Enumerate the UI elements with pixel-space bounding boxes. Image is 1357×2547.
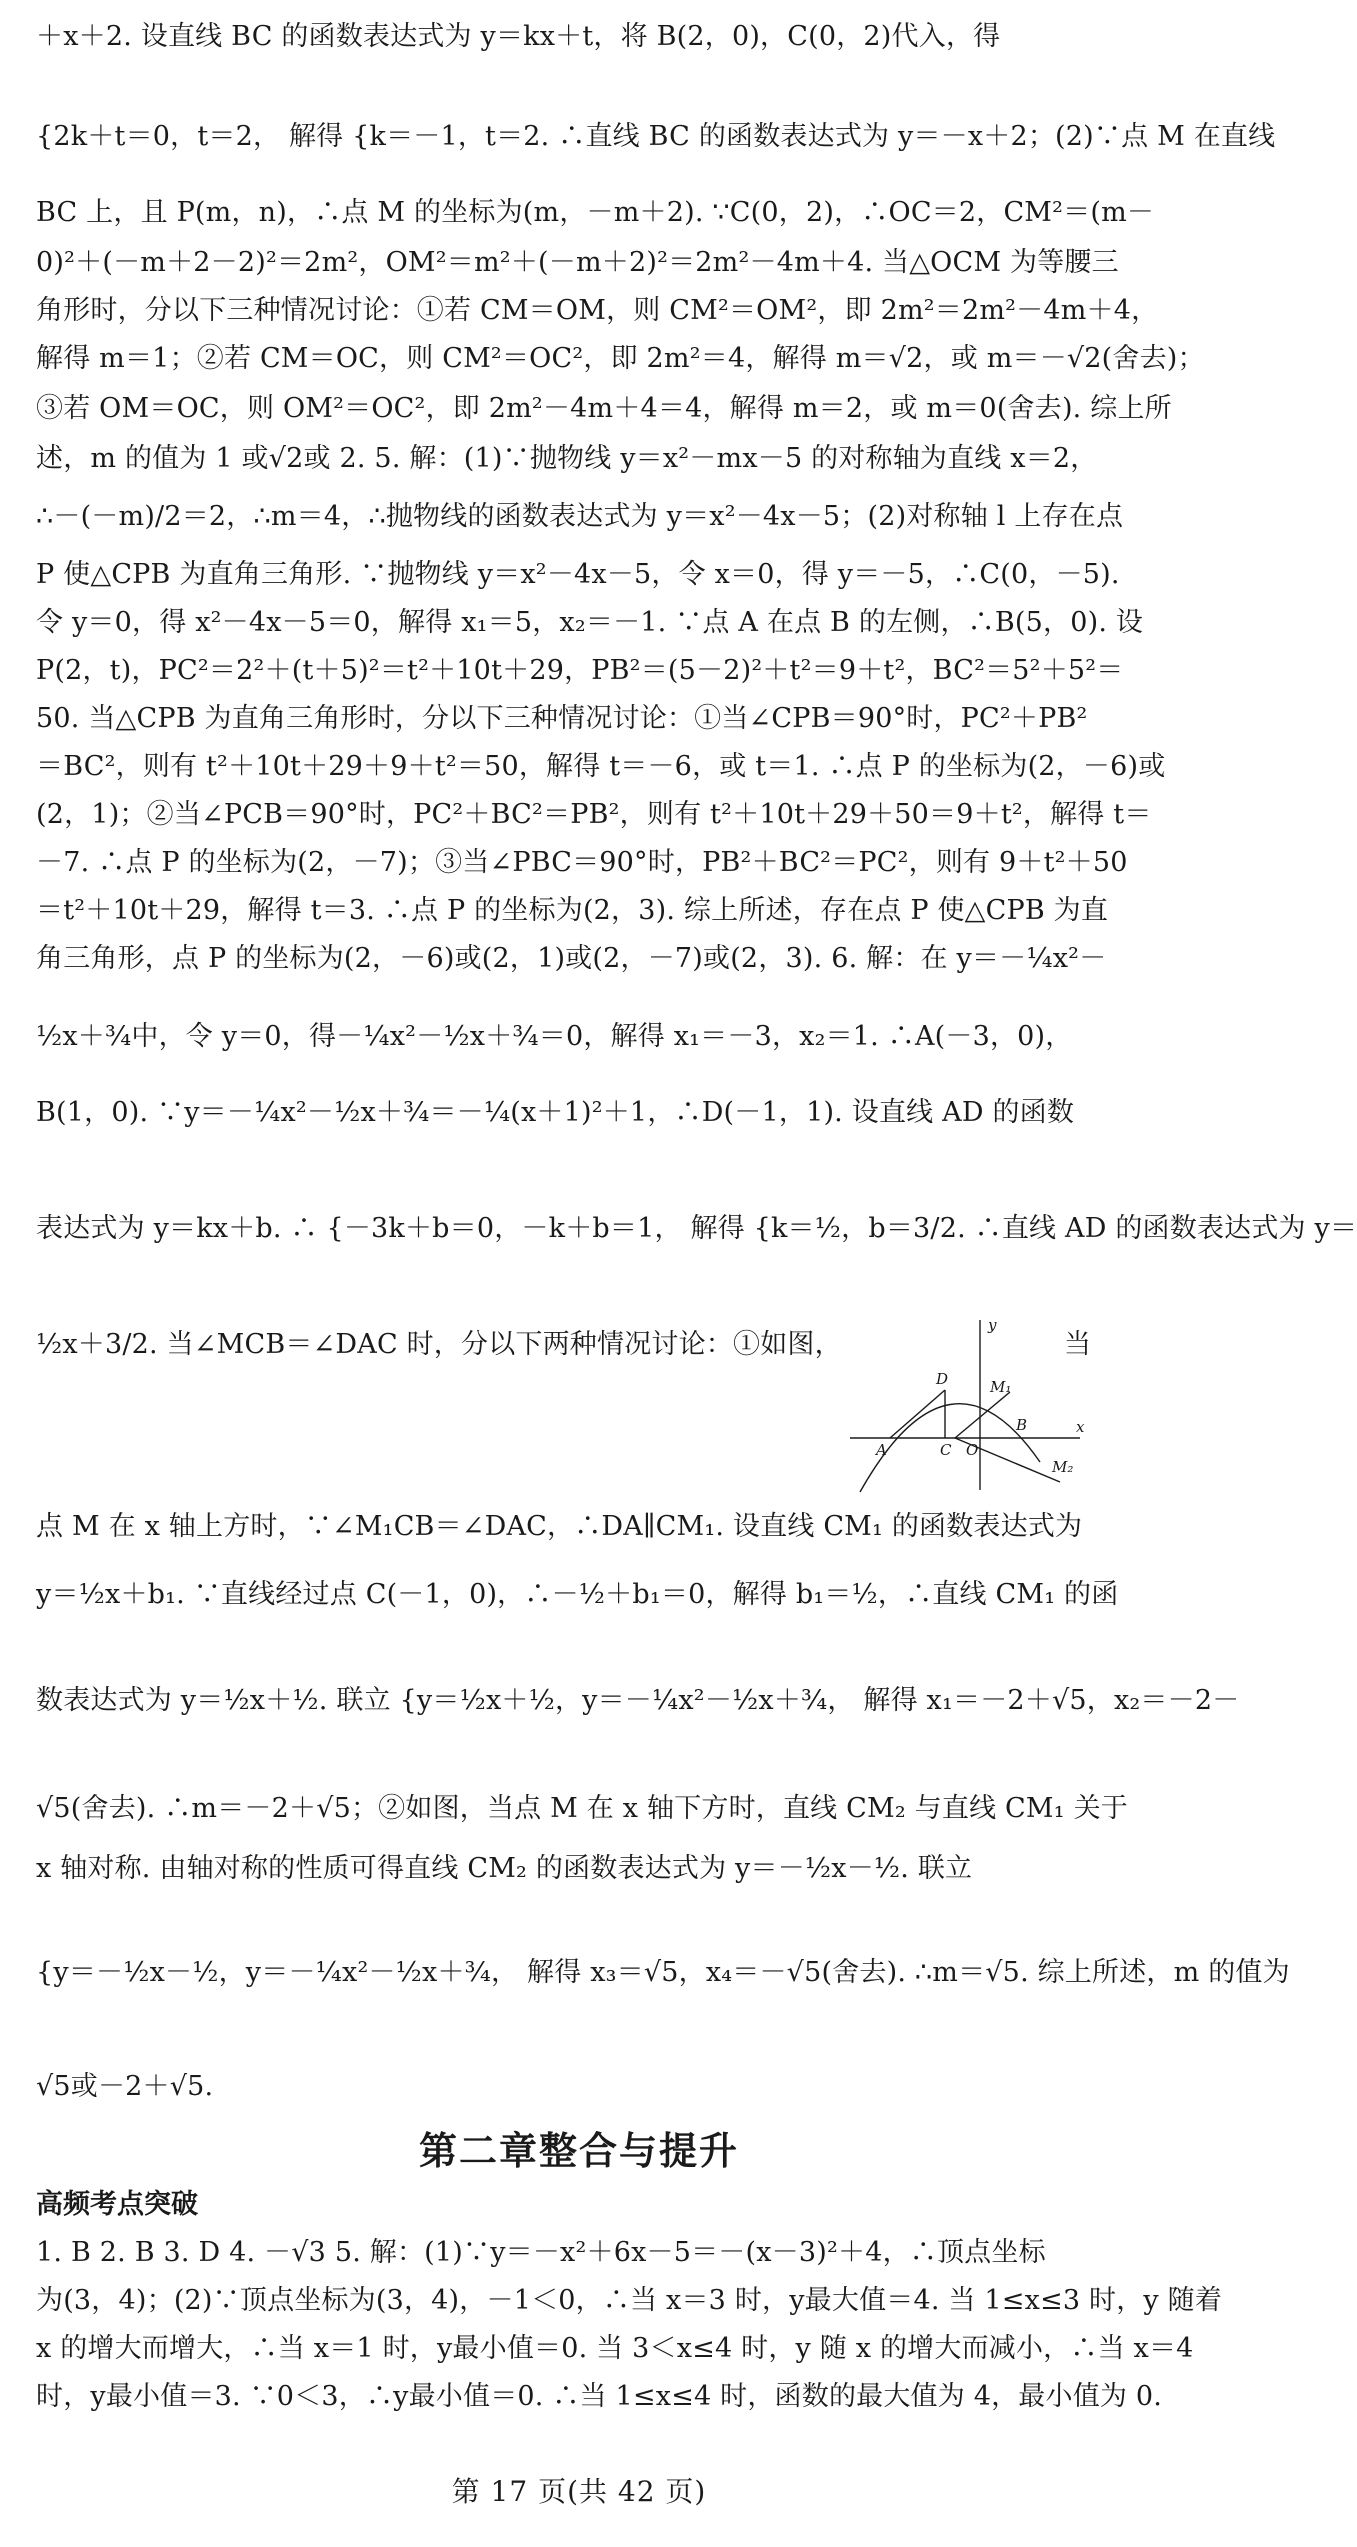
text-line: －7. ∴点 P 的坐标为(2，－7)；③当∠PBC＝90°时，PB²＋BC²＝PC²，则有 9＋t²＋50 bbox=[36, 847, 1128, 878]
text-line: 表达式为 y＝kx＋b. ∴ {－3k＋b＝0，－k＋b＝1， 解得 {k＝½，b＝3/2. ∴直线 AD 的函数表达式为 y＝ bbox=[36, 1213, 1357, 1244]
line-ad bbox=[890, 1390, 945, 1438]
answer-line: 为(3，4)；(2)∵顶点坐标为(3，4)，－1＜0，∴当 x＝3 时，y最大值＝4. 当 1≤x≤3 时，y 随着 bbox=[36, 2285, 1223, 2316]
text-line: (2，1)；②当∠PCB＝90°时，PC²＋BC²＝PB²，则有 t²＋10t＋29＋50＝9＋t²，解得 t＝ bbox=[36, 799, 1152, 830]
text-line: x 轴对称. 由轴对称的性质可得直线 CM₂ 的函数表达式为 y＝－½x－½. 联立 bbox=[36, 1853, 973, 1884]
text-line: ∴－(－m)/2＝2，∴m＝4，∴抛物线的函数表达式为 y＝x²－4x－5；(2)对称轴 l 上存在点 bbox=[36, 501, 1124, 532]
label-y: y bbox=[988, 1316, 997, 1334]
label-d: D bbox=[936, 1370, 949, 1388]
text-line: B(1，0). ∵y＝－¼x²－½x＋¾＝－¼(x＋1)²＋1，∴D(－1，1). 设直线 AD 的函数 bbox=[36, 1097, 1075, 1128]
answer-line: 1. B 2. B 3. D 4. －√3 5. 解：(1)∵y＝－x²＋6x－5＝－(x－3)²＋4，∴顶点坐标 bbox=[36, 2237, 1046, 2268]
text-line: 令 y＝0，得 x²－4x－5＝0，解得 x₁＝5，x₂＝－1. ∵点 A 在点 B 的左侧，∴B(5，0). 设 bbox=[36, 607, 1144, 638]
line-cm1 bbox=[955, 1392, 1010, 1438]
figure-side-text: 当 bbox=[1064, 1329, 1092, 1360]
page-footer: 第 17 页(共 42 页) bbox=[451, 2475, 707, 2508]
subsection-title: 高频考点突破 bbox=[36, 2189, 198, 2220]
text-line: ½x＋3/2. 当∠MCB＝∠DAC 时，分以下两种情况讨论：①如图， bbox=[36, 1329, 842, 1360]
label-b: B bbox=[1016, 1416, 1028, 1434]
text-line: √5(舍去). ∴m＝－2＋√5；②如图，当点 M 在 x 轴下方时，直线 CM₂ 与直线 CM₁ 关于 bbox=[36, 1793, 1128, 1824]
text-line: 角三角形，点 P 的坐标为(2，－6)或(2，1)或(2，－7)或(2，3). 6. 解：在 y＝－¼x²－ bbox=[36, 943, 1107, 974]
text-line: BC 上，且 P(m，n)，∴点 M 的坐标为(m，－m＋2). ∵C(0，2)，∴OC＝2，CM²＝(m－ bbox=[36, 197, 1155, 228]
text-line: 述，m 的值为 1 或√2或 2. 5. 解：(1)∵抛物线 y＝x²－mx－5 的对称轴为直线 x＝2， bbox=[36, 443, 1098, 474]
label-m1: M₁ bbox=[990, 1378, 1012, 1396]
text-line: 0)²＋(－m＋2－2)²＝2m²，OM²＝m²＋(－m＋2)²＝2m²－4m＋4. 当△OCM 为等腰三 bbox=[36, 247, 1119, 278]
text-line: P(2，t)，PC²＝2²＋(t＋5)²＝t²＋10t＋29，PB²＝(5－2)²＋t²＝9＋t²，BC²＝5²＋5²＝ bbox=[36, 655, 1124, 686]
text-line: {y＝－½x－½，y＝－¼x²－½x＋¾， 解得 x₃＝√5，x₄＝－√5(舍去). ∴m＝√5. 综上所述，m 的值为 bbox=[36, 1957, 1290, 1988]
label-x: x bbox=[1076, 1418, 1085, 1436]
answer-line: 时，y最小值＝3. ∵0＜3，∴y最小值＝0. ∴当 1≤x≤4 时，函数的最大值为 4，最小值为 0. bbox=[36, 2381, 1163, 2412]
text-line: 50. 当△CPB 为直角三角形时，分以下三种情况讨论：①当∠CPB＝90°时，PC²＋PB² bbox=[36, 703, 1088, 734]
text-line: 点 M 在 x 轴上方时，∵∠M₁CB＝∠DAC，∴DA∥CM₁. 设直线 CM₁ 的函数表达式为 bbox=[36, 1511, 1083, 1542]
answer-line: x 的增大而增大，∴当 x＝1 时，y最小值＝0. 当 3＜x≤4 时，y 随 x 的增大而减小，∴当 x＝4 bbox=[36, 2333, 1194, 2364]
text-line: ＝BC²，则有 t²＋10t＋29＋9＋t²＝50，解得 t＝－6，或 t＝1. ∴点 P 的坐标为(2，－6)或 bbox=[36, 751, 1166, 782]
label-c: C bbox=[940, 1441, 952, 1459]
text-line: {2k＋t＝0，t＝2， 解得 {k＝－1，t＝2. ∴直线 BC 的函数表达式为 y＝－x＋2；(2)∵点 M 在直线 bbox=[36, 121, 1276, 152]
text-line: ＋x＋2. 设直线 BC 的函数表达式为 y＝kx＋t，将 B(2，0)，C(0，2)代入，得 bbox=[36, 21, 1001, 52]
text-line: √5或－2＋√5. bbox=[36, 2071, 214, 2102]
label-o: O bbox=[966, 1441, 979, 1459]
parabola-figure bbox=[840, 1312, 1100, 1497]
text-line: ＝t²＋10t＋29，解得 t＝3. ∴点 P 的坐标为(2，3). 综上所述，存在点 P 使△CPB 为直 bbox=[36, 895, 1109, 926]
text-line: 解得 m＝1；②若 CM＝OC，则 CM²＝OC²，即 2m²＝4，解得 m＝√2，或 m＝－√2(舍去)； bbox=[36, 343, 1205, 374]
section-title: 第二章整合与提升 bbox=[418, 2129, 739, 2173]
text-line: ½x＋¾中，令 y＝0，得－¼x²－½x＋¾＝0，解得 x₁＝－3，x₂＝1. ∴A(－3，0)， bbox=[36, 1021, 1073, 1052]
text-line: 数表达式为 y＝½x＋½. 联立 {y＝½x＋½，y＝－¼x²－½x＋¾， 解得 x₁＝－2＋√5，x₂＝－2－ bbox=[36, 1685, 1240, 1716]
text-line: P 使△CPB 为直角三角形. ∵抛物线 y＝x²－4x－5，令 x＝0，得 y＝－5，∴C(0，－5). bbox=[36, 559, 1120, 590]
label-m2: M₂ bbox=[1052, 1458, 1074, 1476]
label-a: A bbox=[876, 1441, 887, 1459]
text-line: y＝½x＋b₁. ∵直线经过点 C(－1，0)，∴－½＋b₁＝0，解得 b₁＝½，∴直线 CM₁ 的函 bbox=[36, 1579, 1119, 1610]
text-line: 角形时，分以下三种情况讨论：①若 CM＝OM，则 CM²＝OM²，即 2m²＝2m²－4m＋4， bbox=[36, 295, 1159, 326]
text-line: ③若 OM＝OC，则 OM²＝OC²，即 2m²－4m＋4＝4，解得 m＝2，或 m＝0(舍去). 综上所 bbox=[36, 393, 1172, 424]
